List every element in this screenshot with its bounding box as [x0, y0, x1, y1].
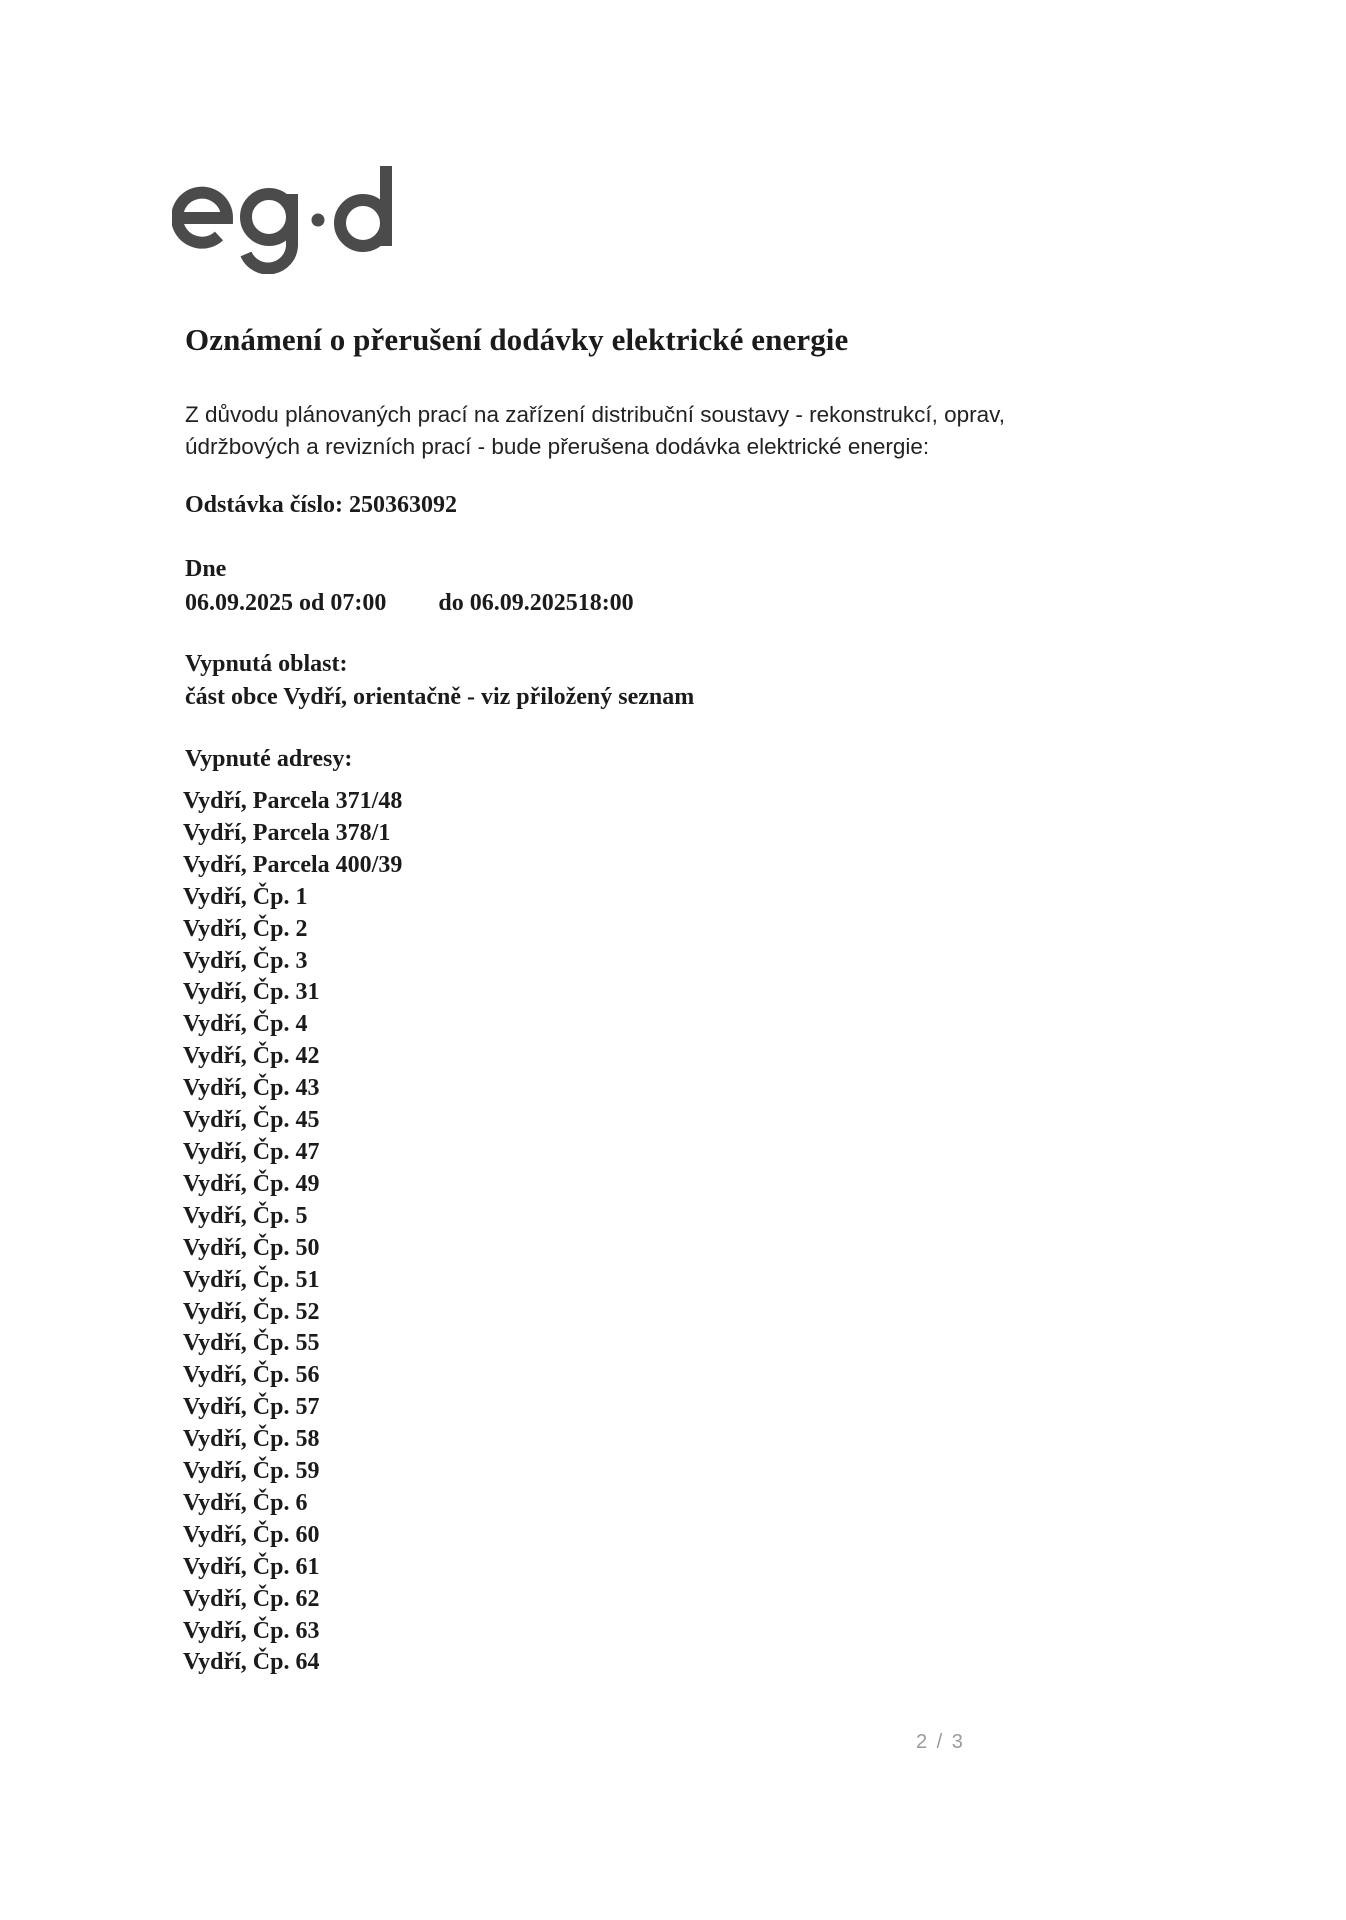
- address-item: Vydří, Čp. 60: [183, 1521, 320, 1548]
- intro-paragraph: [185, 399, 1105, 463]
- address-item: Vydří, Parcela 400/39: [183, 851, 403, 878]
- address-item: Vydří, Čp. 4: [183, 1011, 308, 1038]
- address-item: Vydří, Čp. 3: [183, 947, 308, 974]
- date-from: 06.09.2025 od 07:00: [185, 590, 387, 616]
- address-list: [183, 786, 402, 1679]
- egd-logo: [172, 166, 412, 274]
- address-item: Vydří, Čp. 58: [183, 1426, 320, 1453]
- address-item: Vydří, Čp. 61: [183, 1553, 320, 1580]
- address-item: Vydří, Čp. 45: [183, 1107, 320, 1134]
- address-item: Vydří, Čp. 1: [183, 883, 308, 910]
- date-label: Dne: [185, 556, 227, 582]
- address-item: Vydří, Čp. 62: [183, 1585, 320, 1612]
- address-item: Vydří, Čp. 59: [183, 1458, 320, 1485]
- address-item: Vydří, Čp. 42: [183, 1043, 320, 1070]
- address-item: Vydří, Čp. 47: [183, 1138, 320, 1165]
- address-item: Vydří, Čp. 64: [183, 1649, 320, 1676]
- address-item: Vydří, Čp. 57: [183, 1394, 320, 1421]
- page-title: Oznámení o přerušení dodávky elektrické energie: [185, 322, 849, 357]
- addresses-label: Vypnuté adresy:: [185, 746, 353, 772]
- address-item: Vydří, Čp. 56: [183, 1362, 320, 1389]
- address-item: Vydří, Čp. 5: [183, 1202, 308, 1229]
- page-number: 2 / 3: [916, 1731, 965, 1753]
- address-item: Vydří, Čp. 50: [183, 1234, 320, 1261]
- area-label: Vypnutá oblast:: [185, 651, 348, 677]
- area-value: část obce Vydří, orientačně - viz přiložený seznam: [185, 684, 695, 710]
- address-item: Vydří, Čp. 63: [183, 1617, 320, 1644]
- address-item: Vydří, Čp. 31: [183, 979, 320, 1006]
- address-item: Vydří, Čp. 43: [183, 1075, 320, 1102]
- address-item: Vydří, Čp. 6: [183, 1489, 308, 1516]
- address-item: Vydří, Parcela 371/48: [183, 788, 403, 814]
- intro-line-2: údržbových a revizních prací - bude přerušena dodávka elektrické energie:: [185, 434, 930, 459]
- address-item: Vydří, Parcela 378/1: [183, 819, 391, 846]
- date-to: do 06.09.202518:00: [438, 590, 634, 616]
- date-range: [185, 590, 634, 617]
- address-item: Vydří, Čp. 52: [183, 1298, 320, 1325]
- intro-line-1: Z důvodu plánovaných prací na zařízení distribuční soustavy - rekonstrukcí, oprav,: [185, 402, 1005, 427]
- address-item: Vydří, Čp. 2: [183, 915, 308, 942]
- address-item: Vydří, Čp. 51: [183, 1266, 320, 1293]
- address-item: Vydří, Čp. 49: [183, 1170, 320, 1197]
- outage-number: Odstávka číslo: 250363092: [185, 492, 458, 518]
- address-item: Vydří, Čp. 55: [183, 1330, 320, 1357]
